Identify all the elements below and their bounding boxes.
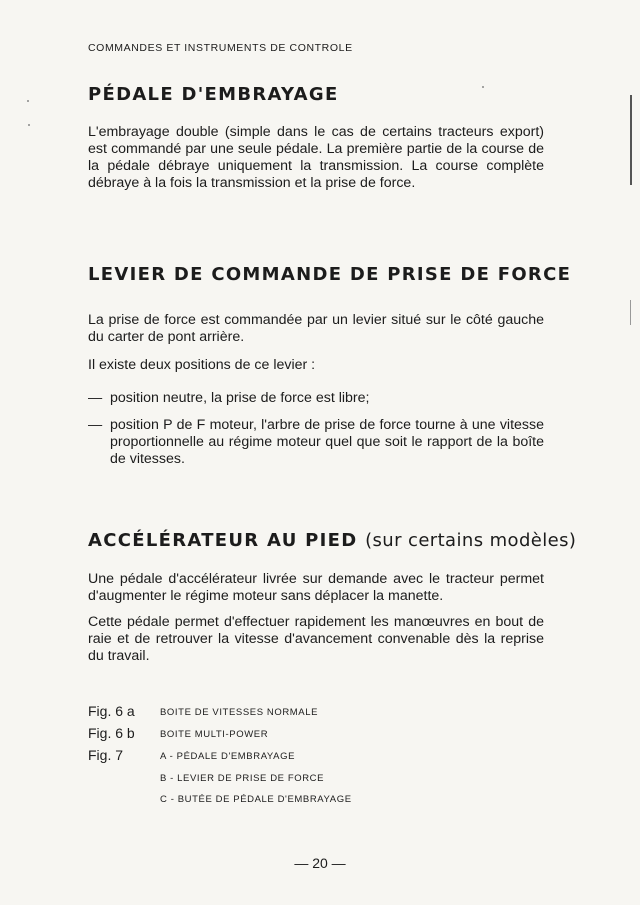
scan-speck bbox=[28, 124, 30, 126]
paragraph: Cette pédale permet d'effectuer rapidement les manœuvres en bout de raie et de retrouver la vitesse d'avancement convenable dès la reprise du travail. bbox=[88, 614, 544, 664]
paragraph: La prise de force est commandée par un levier situé sur le côté gauche du carter de pont arrière. bbox=[88, 312, 544, 345]
scan-edge-mark bbox=[630, 95, 632, 185]
figure-text: BOITE DE VITESSES NORMALE bbox=[160, 707, 319, 718]
figure-label: Fig. 6 a bbox=[88, 703, 135, 719]
list-marker: — bbox=[88, 417, 103, 433]
running-header: COMMANDES ET INSTRUMENTS DE CONTROLE bbox=[88, 42, 353, 54]
scan-edge-mark bbox=[630, 300, 631, 325]
scan-speck bbox=[27, 100, 29, 102]
section-title-prise-de-force: LEVIER DE COMMANDE DE PRISE DE FORCE bbox=[88, 264, 572, 285]
figure-label: Fig. 7 bbox=[88, 747, 124, 763]
page-number: — 20 — bbox=[294, 855, 346, 871]
list-marker: — bbox=[88, 390, 103, 406]
section-title-accelerateur bbox=[88, 530, 576, 551]
figure-text: A - PÉDALE D'EMBRAYAGE bbox=[160, 751, 296, 762]
paragraph: Il existe deux positions de ce levier : bbox=[88, 357, 316, 373]
figure-text: BOITE MULTI-POWER bbox=[160, 729, 269, 740]
figure-label: Fig. 6 b bbox=[88, 725, 135, 741]
figure-text: B - LEVIER DE PRISE DE FORCE bbox=[160, 773, 325, 784]
scan-speck bbox=[482, 86, 484, 88]
section-title-embrayage: PÉDALE D'EMBRAYAGE bbox=[88, 84, 339, 105]
paragraph: Une pédale d'accélérateur livrée sur demande avec le tracteur permet d'augmenter le régime moteur sans déplacer la manette. bbox=[88, 571, 544, 604]
list-item: position P de F moteur, l'arbre de prise de force tourne à une vitesse proportionnelle au régime moteur quel que soit le rapport de la boîte de vitesses. bbox=[110, 417, 544, 467]
section-title-subtitle: (sur certains modèles) bbox=[365, 530, 577, 551]
section-title-main: ACCÉLÉRATEUR AU PIED bbox=[88, 530, 358, 551]
list-item: position neutre, la prise de force est libre; bbox=[110, 390, 370, 406]
paragraph: L'embrayage double (simple dans le cas de certains tracteurs export) est commandé par une seule pédale. La première partie de la course de la pédale débraye uniquement la transmission. La course complète débraye à la fois la transmission et la prise de force. bbox=[88, 124, 544, 191]
figure-text: C - BUTÉE DE PÉDALE D'EMBRAYAGE bbox=[160, 794, 352, 805]
